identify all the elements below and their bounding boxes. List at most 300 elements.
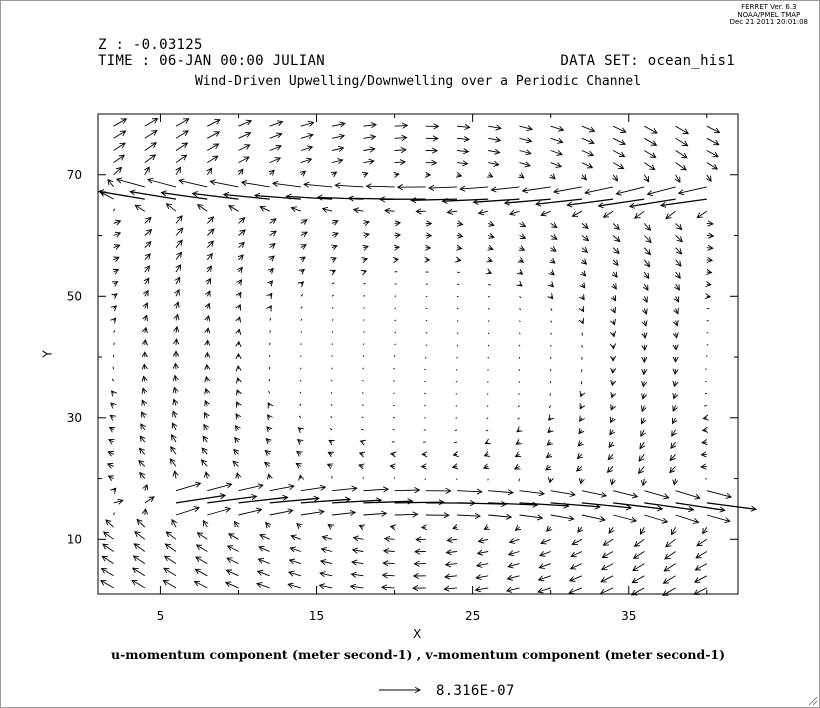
vector-arrow [547, 442, 550, 445]
vector-arrow [114, 318, 116, 321]
vector-arrow [237, 390, 238, 394]
vector-arrow [114, 119, 127, 126]
vector-arrow [395, 490, 420, 491]
vector-arrow [229, 534, 239, 540]
vector-arrow [114, 488, 116, 491]
vector-arrow [547, 527, 551, 531]
vector-arrow [460, 187, 488, 189]
vector-arrow [520, 333, 521, 334]
vector-arrow [288, 584, 301, 588]
vector-arrow [487, 394, 488, 395]
vector-arrow [297, 524, 301, 528]
vector-arrow [145, 119, 158, 127]
vector-arrow [205, 401, 207, 406]
vector-arrow [551, 515, 574, 519]
vector-arrow [140, 436, 145, 442]
vector-arrow [613, 308, 615, 312]
vector-arrow [270, 269, 274, 273]
vector-arrow [457, 236, 463, 237]
vector-arrow [114, 209, 115, 212]
vector-arrow [259, 547, 270, 552]
vector-arrow [613, 296, 616, 301]
y-tick-label: 10 [66, 532, 82, 547]
vector-arrow [581, 381, 582, 384]
vector-arrow [548, 430, 551, 433]
vector-arrow [676, 321, 678, 326]
vector-arrow [270, 146, 281, 151]
vector-arrow [301, 220, 307, 224]
vector-arrow [582, 515, 605, 520]
vector-arrow [229, 206, 239, 212]
vector-arrow [602, 564, 613, 570]
vector-arrow [551, 175, 555, 179]
vector-arrow [644, 138, 656, 145]
vector-arrow [664, 564, 675, 571]
vector-arrow [551, 163, 562, 167]
vector-arrow [207, 266, 211, 272]
vector-arrow [582, 260, 587, 264]
vector-arrow [613, 126, 626, 132]
vector-arrow [114, 270, 119, 273]
vector-arrow [145, 291, 148, 297]
vector-arrow [540, 552, 551, 556]
vector-arrow [488, 272, 491, 273]
vector-arrow [207, 241, 213, 248]
vector-arrow [301, 147, 312, 151]
vector-arrow [239, 317, 240, 321]
vector-arrow [703, 430, 707, 431]
vector-arrow [644, 151, 655, 158]
vector-arrow [707, 163, 718, 169]
vector-arrow [676, 515, 699, 522]
vector-arrow [301, 307, 302, 309]
vector-arrow [510, 211, 520, 214]
vector-arrow [613, 491, 637, 497]
vector-arrow [362, 405, 363, 406]
vector-arrow [198, 533, 208, 540]
vector-arrow [170, 459, 176, 466]
vector-arrow [301, 232, 307, 235]
vector-arrow [491, 187, 519, 190]
vector-arrow [145, 315, 147, 320]
vector-arrow [582, 248, 588, 253]
vector-arrow [665, 552, 676, 559]
vector-arrow [479, 539, 489, 541]
vector-arrow [267, 427, 270, 430]
vector-arrow [363, 283, 365, 284]
vector-arrow [612, 479, 613, 485]
vector-arrow [207, 144, 218, 151]
vector-arrow [270, 231, 276, 235]
vector-arrow [258, 559, 269, 564]
vector-arrow [644, 126, 657, 133]
vector-arrow [602, 552, 613, 558]
vector-arrow [301, 270, 304, 273]
vector-arrow [202, 460, 208, 467]
vector-arrow [642, 418, 645, 424]
vector-arrow [603, 539, 613, 545]
vector-arrow [644, 515, 667, 522]
vector-arrow [359, 465, 363, 466]
vector-arrow [269, 391, 270, 394]
vector-arrow [176, 131, 188, 138]
vector-arrow [210, 181, 238, 187]
vector-arrow [363, 234, 369, 235]
y-tick-label: 70 [66, 167, 82, 182]
vector-arrow [670, 466, 676, 472]
vector-arrow [707, 260, 712, 261]
x-tick-label: 15 [308, 609, 325, 623]
vector-arrow [239, 230, 246, 236]
vector-arrow [203, 521, 207, 528]
vector-arrow [582, 333, 583, 336]
vector-arrow [206, 389, 208, 394]
vector-arrow [114, 233, 121, 236]
vector-arrow [508, 564, 519, 567]
vector-arrow [701, 454, 706, 455]
vector-arrow [361, 441, 364, 442]
vector-arrow [395, 223, 401, 224]
vector-arrow [304, 184, 332, 187]
vector-arrow [367, 186, 395, 187]
vector-arrow [507, 588, 520, 591]
vector-arrow [394, 368, 395, 369]
vector-arrow [581, 394, 582, 397]
vector-arrow [582, 284, 585, 288]
vector-arrow [301, 135, 313, 139]
vector-arrow [239, 255, 244, 260]
vector-arrow [608, 466, 614, 472]
vector-arrow [644, 333, 645, 338]
vector-arrow [551, 260, 555, 263]
vector-arrow [457, 296, 459, 297]
vector-arrow [270, 330, 271, 332]
vector-arrow [144, 364, 145, 369]
x-tick-label: 5 [156, 609, 165, 623]
vector-arrow [457, 491, 482, 492]
vector-arrow [479, 211, 489, 213]
vector-arrow [610, 430, 613, 435]
vector-arrow [674, 381, 675, 386]
vector-arrow [297, 452, 301, 455]
vector-arrow [145, 266, 150, 272]
vector-arrow [516, 442, 519, 444]
vector-arrow [520, 491, 545, 494]
vector-arrow [488, 321, 489, 322]
vector-arrow [234, 449, 239, 454]
vector-arrow [171, 447, 176, 455]
vector-arrow [360, 453, 364, 454]
vector-arrow [207, 328, 208, 333]
vector-arrow [145, 303, 148, 308]
vector-arrow [551, 333, 552, 335]
vector-arrow [134, 556, 145, 564]
vector-arrow [167, 204, 177, 211]
vector-arrow [642, 406, 644, 412]
reference-vector-label: 8.316E-07 [436, 683, 515, 699]
vector-arrow [239, 157, 250, 163]
vector-arrow [457, 345, 458, 346]
vector-arrow [539, 564, 550, 568]
vector-arrow [331, 392, 332, 393]
vector-arrow [569, 588, 582, 593]
vector-arrow [695, 564, 706, 570]
vector-arrow [644, 175, 648, 182]
vector-arrow [239, 145, 250, 151]
vector-arrow [582, 296, 584, 299]
vector-arrow [332, 307, 333, 308]
vector-arrow [551, 296, 553, 298]
vector-arrow [332, 295, 334, 296]
vector-arrow [207, 254, 212, 260]
vector-arrow [485, 442, 488, 443]
vector-arrow [239, 510, 262, 516]
vector-arrow [582, 321, 583, 324]
resize-grip-icon[interactable] [806, 694, 818, 706]
vector-arrow [707, 284, 711, 285]
vector-arrow [487, 406, 488, 407]
vector-arrow [644, 321, 646, 326]
vector-arrow [176, 167, 180, 175]
vector-arrow [114, 257, 119, 260]
vector-arrow [613, 333, 614, 337]
vector-arrow [613, 284, 616, 289]
vector-arrow [270, 510, 293, 515]
vector-arrow [520, 515, 543, 518]
vector-arrow [520, 296, 522, 298]
vector-arrow [268, 403, 270, 406]
vector-arrow [703, 527, 707, 533]
vector-arrow [291, 208, 301, 212]
vector-arrow [207, 304, 209, 309]
vector-arrow [395, 150, 406, 151]
vector-arrow [270, 318, 271, 321]
vector-arrow [363, 125, 376, 127]
vector-arrow [141, 424, 145, 430]
vector-arrow [707, 175, 711, 181]
vector-arrow [207, 229, 214, 236]
vector-arrow [383, 575, 395, 576]
stamp-line: NOAA/PMEL TMAP [737, 10, 801, 19]
vector-arrow [320, 585, 333, 588]
vector-arrow [395, 174, 399, 175]
vector-arrow [108, 180, 114, 187]
vector-arrow [265, 451, 269, 455]
vector-arrow [395, 259, 399, 260]
vector-arrow [301, 511, 324, 515]
vector-arrow [549, 406, 551, 408]
vector-arrow [114, 155, 125, 162]
vector-arrow [289, 572, 301, 576]
vector-arrow [143, 388, 145, 393]
vector-arrow [395, 235, 401, 236]
vector-arrow [633, 564, 644, 571]
vector-arrow [604, 211, 614, 217]
vector-arrow [582, 236, 589, 241]
vector-arrow [696, 552, 707, 558]
vector-arrow [613, 260, 618, 266]
vector-arrow [134, 544, 145, 552]
vector-arrow [301, 245, 306, 248]
vector-arrow [176, 216, 182, 224]
vector-arrow [697, 539, 707, 545]
time-label: TIME : 06-JAN 00:00 JULIAN [98, 53, 325, 69]
vector-arrow [580, 406, 582, 409]
vector-arrow [488, 333, 489, 334]
vector-arrow [676, 284, 680, 290]
vector-arrow [363, 259, 367, 260]
vector-arrow [363, 246, 368, 247]
vector-arrow [601, 576, 613, 582]
vector-arrow [644, 296, 647, 302]
vector-arrow [519, 381, 520, 382]
vector-arrow [445, 576, 457, 577]
vector-arrow [139, 461, 145, 467]
vector-arrow [114, 221, 121, 224]
vector-arrow [478, 552, 489, 554]
vector-arrow [207, 168, 211, 175]
vector-arrow [484, 466, 488, 468]
vector-arrow [477, 564, 488, 566]
vector-arrow [207, 279, 210, 284]
vector-arrow [634, 552, 645, 559]
vector-arrow [644, 236, 651, 243]
vector-arrow [145, 217, 151, 223]
vector-arrow [228, 546, 239, 552]
vector-arrow [330, 428, 332, 430]
vector-arrow [300, 380, 301, 381]
vector-arrow [676, 175, 680, 182]
vector-arrow [363, 368, 364, 369]
vector-arrow [101, 581, 114, 588]
vector-arrow [640, 527, 644, 534]
vector-arrow [550, 381, 551, 383]
vector-arrow [175, 376, 176, 382]
vector-arrow [572, 539, 582, 544]
vector-arrow [520, 175, 524, 178]
vector-arrow [382, 587, 395, 588]
vector-arrow [175, 471, 176, 479]
vector-arrow [110, 415, 113, 418]
vector-arrow [145, 242, 151, 248]
vector-arrow [643, 394, 645, 399]
vector-arrow [172, 435, 177, 442]
vector-arrow [108, 464, 114, 467]
vector-arrow [239, 267, 243, 272]
vector-arrow [135, 205, 145, 211]
vector-arrow [520, 138, 532, 141]
vector-arrow [301, 282, 304, 284]
vector-arrow [520, 126, 533, 129]
vector-arrow [296, 463, 301, 466]
vector-arrow [328, 464, 333, 466]
vector-arrow [444, 588, 457, 589]
vector-arrow [207, 316, 208, 321]
vector-arrow [332, 172, 336, 175]
vector-arrow [570, 576, 582, 581]
vector-arrow [270, 219, 276, 224]
vector-arrow [227, 570, 239, 576]
vector-arrow [239, 329, 240, 332]
vector-arrow [488, 223, 494, 225]
vector-arrow [613, 321, 614, 325]
vector-arrow [488, 381, 489, 382]
vector-arrow [176, 252, 181, 259]
vector-arrow [332, 319, 333, 320]
vector-arrow [550, 394, 551, 396]
vector-arrow [109, 440, 114, 443]
vector-arrow [331, 405, 332, 406]
vector-arrow [206, 377, 207, 382]
vector-arrow [551, 284, 554, 287]
vector-arrow [609, 527, 613, 533]
vector-arrow [148, 180, 176, 187]
vector-arrow [551, 321, 552, 323]
vector-arrow [582, 308, 584, 311]
vector-arrow [207, 365, 208, 369]
vector-arrow [488, 248, 493, 250]
vector-arrow [551, 308, 552, 310]
vector-arrow [145, 497, 154, 503]
vector-arrow [322, 537, 332, 540]
vector-arrow [613, 272, 617, 277]
vector-arrow [198, 205, 208, 212]
vector-arrow [578, 442, 582, 446]
vector-arrow [611, 406, 613, 410]
vector-arrow [550, 479, 551, 483]
vector-arrow [582, 138, 594, 143]
vector-arrow [176, 240, 182, 248]
vector-arrow [616, 187, 644, 194]
vector-arrow [102, 569, 114, 576]
vector-arrow [114, 245, 120, 248]
vector-arrow [707, 236, 714, 237]
vector-arrow [485, 454, 489, 456]
vector-arrow [145, 254, 150, 260]
vector-arrow [266, 439, 270, 442]
vector-arrow [393, 381, 394, 382]
vector-arrow [666, 211, 676, 218]
vector-arrow [298, 428, 301, 430]
vector-arrow [332, 148, 343, 151]
vector-arrow [300, 475, 301, 478]
vector-arrow [140, 473, 145, 479]
vector-arrow [520, 308, 521, 310]
vector-arrow [426, 345, 427, 346]
vector-arrow [332, 160, 343, 163]
vector-arrow [363, 271, 366, 272]
vector-arrow [476, 576, 488, 578]
vector-arrow [176, 228, 183, 235]
vector-arrow [454, 442, 457, 443]
vector-arrow [582, 272, 586, 276]
vector-arrow [202, 448, 207, 454]
vector-arrow [165, 544, 176, 552]
vector-arrow [268, 415, 270, 418]
vector-arrow [644, 308, 646, 314]
vector-arrow [329, 440, 332, 442]
vector-arrow [488, 284, 490, 285]
vector-arrow [457, 163, 468, 164]
vector-arrow [613, 223, 619, 229]
vector-arrow [195, 581, 208, 588]
vector-arrow [551, 138, 563, 142]
vector-arrow [207, 484, 231, 491]
vector-arrow [114, 513, 115, 516]
vector-arrow [332, 283, 334, 285]
vector-arrow [541, 211, 551, 215]
vector-arrow [206, 472, 207, 479]
